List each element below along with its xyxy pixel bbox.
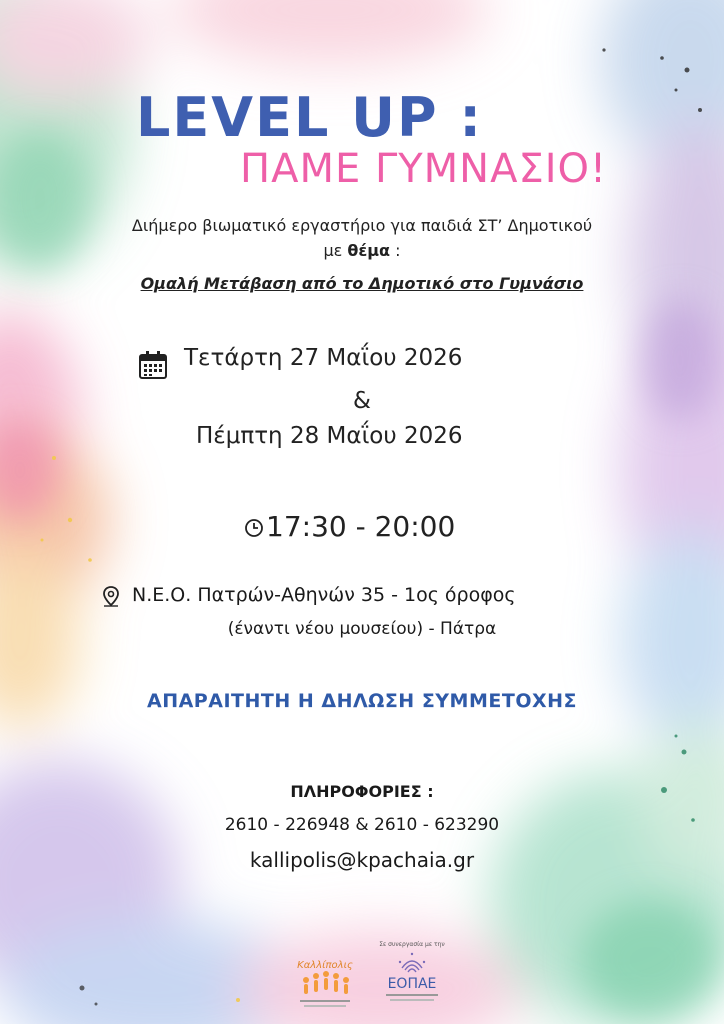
time-value: 17:30 - 20:00 [266,510,456,543]
info-email[interactable]: kallipolis@kpachaia.gr [249,848,475,872]
registration-required-notice: ΑΠΑΡΑΙΤΗΤΗ Η ΔΗΛΩΣΗ ΣΥΜΜΕΤΟΧΗΣ [147,690,577,712]
intro-suffix: : [390,241,401,260]
date-second: Πέμπτη 28 Μαΐου 2026 [196,423,463,449]
time-range [240,510,455,543]
info-label: ΠΛΗΡΟΦΟΡΙΕΣ : [290,782,434,801]
intro-line2 [0,241,724,260]
intro-topic-label: θέμα [347,241,391,260]
kallipolis-logo [292,946,358,1012]
calendar-icon [138,350,168,380]
intro-line1: Διήμερο βιωματικό εργαστήριο για παιδιά ΣΤ’ Δημοτικού [131,216,593,235]
eopae-logo-text: ΕΟΠΑΕ [387,976,437,992]
date-first: Τετάρτη 27 Μαΐου 2026 [184,345,463,371]
info-phones: 2610 - 226948 & 2610 - 623290 [224,815,500,835]
kallipolis-logo-text: Καλλίπολις [297,960,353,971]
date-ampersand: & [353,388,371,414]
location-landmark: (έναντι νέου μουσείου) - Πάτρα [227,619,497,639]
map-pin-icon [102,586,120,608]
location-address: Ν.Ε.Ο. Πατρών-Αθηνών 35 - 1ος όροφος [132,584,516,606]
intro-prefix: με [323,241,348,260]
eopae-logo [372,938,452,1008]
partner-caption: Σε συνεργασία με την [379,941,445,948]
title-line1: LEVEL UP : [136,86,484,149]
title-line2: ΠΑΜΕ ΓΥΜΝΑΣΙΟ! [240,146,608,192]
topic-title: Ομαλή Μετάβαση από το Δημοτικό στο Γυμνάσιο [140,274,584,293]
